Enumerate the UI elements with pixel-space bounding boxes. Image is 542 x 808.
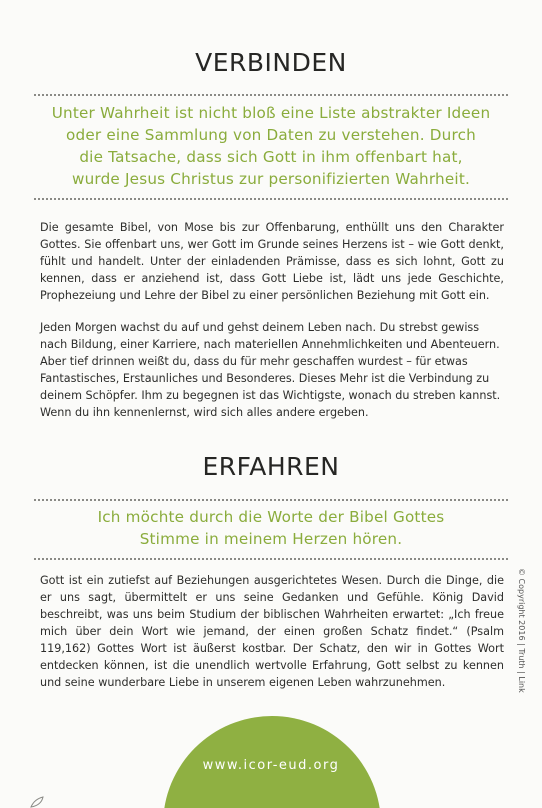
quote-line: oder eine Sammlung von Daten zu verstehen. Durch [66,126,476,144]
divider-top [34,94,508,96]
paragraph-erfahren: Gott ist ein zutiefst auf Beziehungen ausgerichtetes Wesen. Durch die Dinge, die er uns sagt, übermittelt er uns seine Gedanken und Gefühle. König David beschreibt, was uns beim Studium der biblischen Wahrheiten erwartet: „Ich freue mich über dein Wort wie jemand, der einen großen Schatz findet.“ (Psalm 119,162) Gottes Wort ist äußerst kostbar. Der Schatz, den wir in Gottes Wort entdecken können, ist die unendlich wertvolle Erfahrung, Gott selbst zu kennen und seine wunderbare Liebe in unserem eigenen Leben wahrzunehmen. [40,574,504,689]
quote-verbinden [30,102,512,190]
quote-line: Ich möchte durch die Worte der Bibel Gottes [97,508,445,526]
quote-line: Unter Wahrheit ist nicht bloß eine Liste abstrakter Ideen [51,104,491,122]
paragraph-verbinden-1: Die gesamte Bibel, von Mose bis zur Offenbarung, enthüllt uns den Charakter Gottes. Sie offenbart uns, wer Gott im Grunde seines Herzens ist – wie Gott denkt, fühlt und handelt. Unter der einladenden Prämisse, dass es sich lohnt, Gott zu kennen, dass er anziehend ist, dass Gott Liebe ist, lädt uns jede Geschichte, Prophezeiung und Lehre der Bibel zu einer persönlichen Beziehung mit Gott ein. [40,221,504,302]
copyright-notice: © Copyright 2016 | Truth | Link [517,568,526,693]
divider-erfahren-bottom [34,558,508,560]
footer-website-link[interactable]: www.icor-eud.org [202,758,340,773]
quote-erfahren [30,506,512,550]
section-title-erfahren: ERFAHREN [202,452,340,481]
section-title-verbinden: VERBINDEN [195,48,347,77]
quote-line: wurde Jesus Christus zur personifizierten Wahrheit. [71,170,471,188]
divider-erfahren-top [34,499,508,501]
divider-middle [34,198,508,200]
quote-line: Stimme in meinem Herzen hören. [139,530,403,548]
quote-line: die Tatsache, dass sich Gott in ihm offenbart hat, [79,148,463,166]
paragraph-verbinden-2: Jeden Morgen wachst du auf und gehst deinem Leben nach. Du strebst gewiss nach Bildung, einer Karriere, nach materiellen Annehmlichkeiten und Abenteuern. Aber tief drinnen weißt du, dass du für mehr geschaffen wurdest – für etwas Fantastisches, Erstaunliches und Besonderes. Dieses Mehr ist die Verbindung zu deinem Schöpfer. Ihm zu begegnen ist das Wichtigste, wonach du streben kannst. Wenn du ihn kennenlernst, wird sich alles andere ergeben. [40,321,501,419]
leaf-icon [30,796,44,808]
